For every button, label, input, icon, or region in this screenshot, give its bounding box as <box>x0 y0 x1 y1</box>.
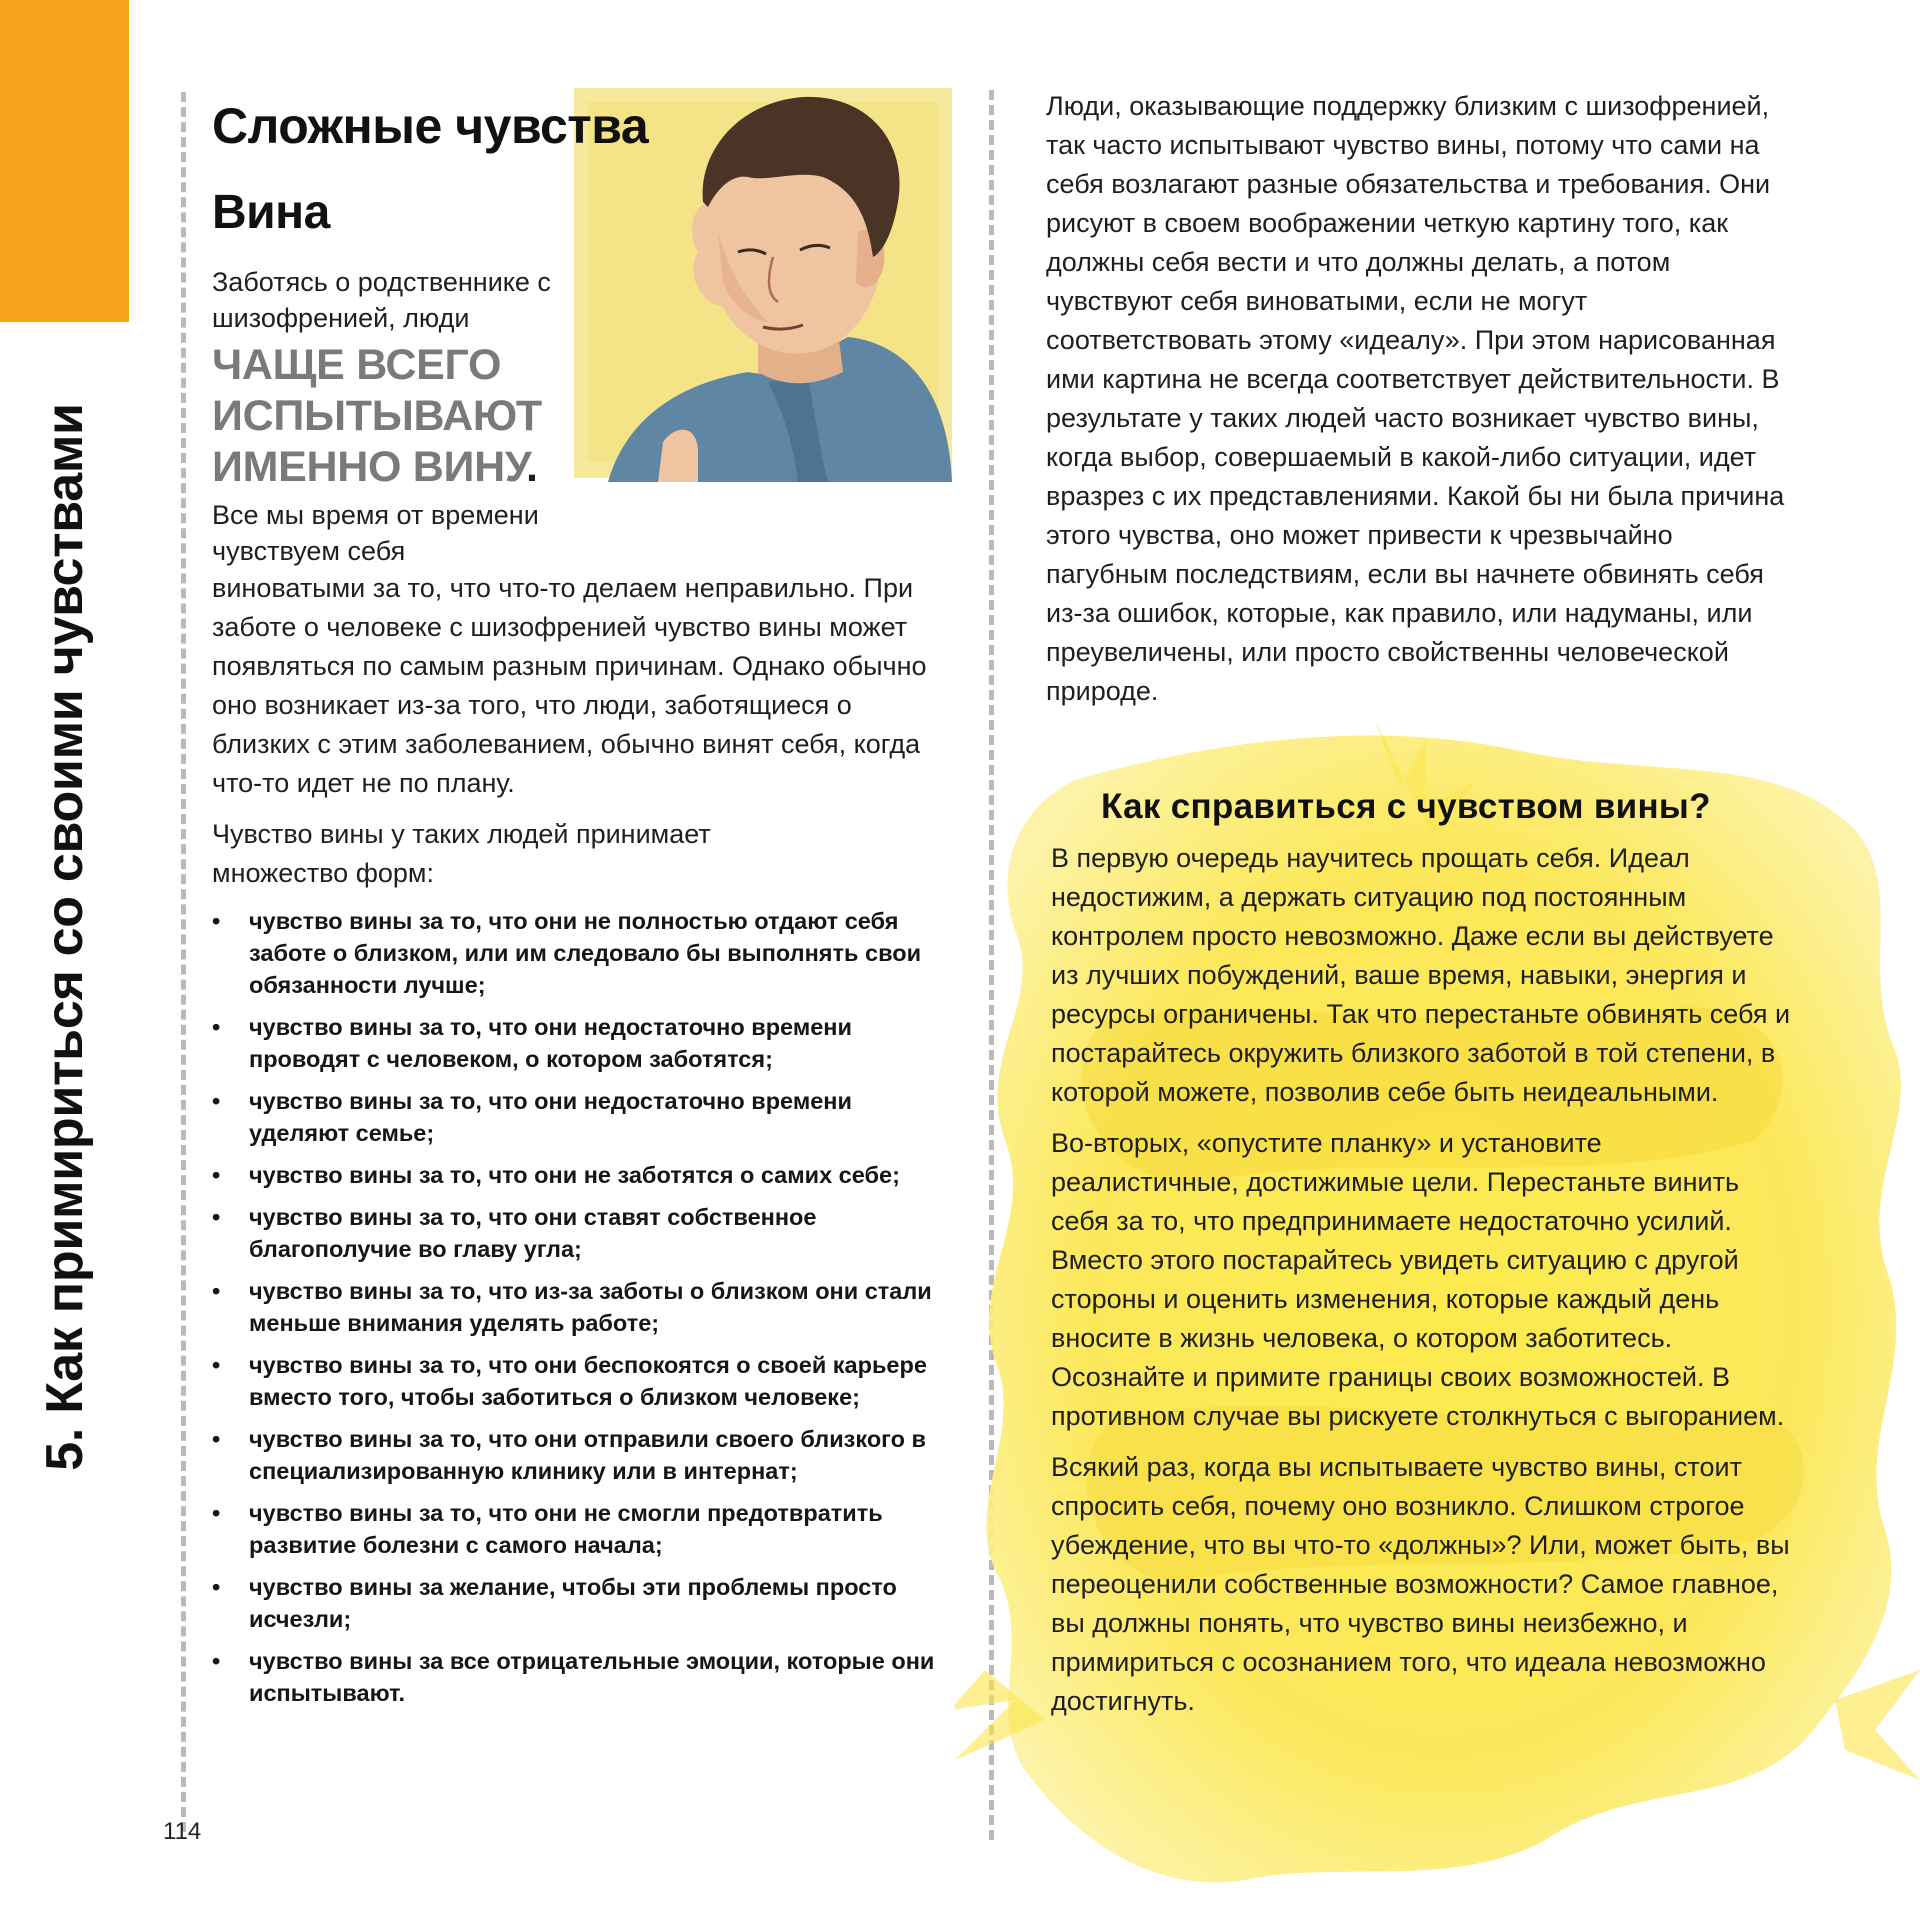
intro-continuation-narrow: Все мы время от времени чувствуем себя <box>212 500 539 566</box>
intro-highlight <box>212 340 572 493</box>
chapter-title-area <box>0 322 129 1552</box>
section-heading: Сложные чувства <box>212 98 649 154</box>
right-paragraph: Люди, оказывающие поддержку близким с шизофренией, так часто испытывают чувство вины, потому что сами на себя возлагают разные обязательства и требования. Они рисуют в своем воображении четкую картину того, как должны себя вести и что должны делать, а потом чувствуют себя виноватыми, если не могут соответствовать этому «идеалу». При этом нарисованная ими картина не всегда соответствует действительности. В результате у таких людей часто возникает чувство вины, когда выбор, совершаемый в какой-либо ситуации, идет вразрез с их представлениями. Какой бы ни была причина этого чувства, оно может привести к чрезвычайно пагубным последствиям, если вы начнете обвинять себя из-за ошибок, которые, как правило, или надуманы, или преувеличены, или просто свойственны человеческой природе. <box>1046 91 1785 706</box>
coping-paragraph: Во-вторых, «опустите планку» и установите реалистичные, достижимые цели. Перестаньте винить себя за то, что предпринимаете недостаточно усилий. Вместо этого постарайтесь увидеть ситуацию с другой стороны и оценить изменения, которые каждый день вносите в жизнь человека, о котором заботитесь. Осознайте и примите границы своих возможностей. В противном случае вы рискуете столкнуться с выгоранием. <box>1051 1128 1785 1431</box>
list-item: • чувство вины за то, что они не полностью отдают себя заботе о близком, или им следовало бы выполнять свои обязанности лучше; <box>212 905 952 1001</box>
list-item: • чувство вины за то, что они беспокоятся о своей карьере вместо того, чтобы заботиться о близком человеке; <box>212 1349 952 1413</box>
coping-box <box>1051 785 1791 1721</box>
list-item: • чувство вины за то, что они недостаточно времени проводят с человеком, о котором заботятся; <box>212 1011 952 1075</box>
left-dashed-divider <box>181 92 186 1832</box>
list-item: • чувство вины за то, что они отправили своего близкого в специализированную клинику или в интернат; <box>212 1423 952 1487</box>
intro-highlight-period: . <box>526 443 538 491</box>
list-item: • чувство вины за все отрицательные эмоции, которые они испытывают. <box>212 1645 952 1709</box>
list-item: • чувство вины за желание, чтобы эти проблемы просто исчезли; <box>212 1571 952 1635</box>
left-column <box>212 96 952 1719</box>
list-item: • чувство вины за то, что они не смогли предотвратить развитие болезни с самого начала; <box>212 1497 952 1561</box>
chapter-title: 5. Как примириться со своими чувствами <box>36 403 94 1471</box>
guilt-forms-list <box>212 905 952 1709</box>
chapter-tab <box>0 0 129 322</box>
intro-text: Заботясь о родственнике с шизофренией, люди <box>212 267 551 333</box>
list-item: • чувство вины за то, что они ставят собственное благополучие во главу угла; <box>212 1201 952 1265</box>
coping-heading: Как справиться с чувством вины? <box>1101 787 1711 826</box>
list-item: • чувство вины за то, что из-за заботы о близком они стали меньше внимания уделять работе; <box>212 1275 952 1339</box>
intro-continuation-wide: виноватыми за то, что что-то делаем неправильно. При заботе о человеке с шизофренией чувство вины может появляться по самым разным причинам. Однако обычно оно возникает из-за того, что люди, заботящиеся о близких с этим заболеванием, обычно винят себя, когда что-то идет не по плану. <box>212 573 927 798</box>
coping-paragraph: Всякий раз, когда вы испытываете чувство вины, стоит спросить себя, почему оно возникло. Слишком строгое убеждение, что вы что-то «должны»? Или, может быть, вы переоценили собственные возможности? Самое главное, вы должны понять, что чувство вины неизбежно, и примириться с осознанием того, что идеала невозможно достигнуть. <box>1051 1452 1790 1716</box>
page-number: 114 <box>163 1818 202 1845</box>
forms-intro: Чувство вины у таких людей принимает множество форм: <box>212 819 711 888</box>
intro-block <box>212 264 572 569</box>
list-item: • чувство вины за то, что они недостаточно времени уделяют семье; <box>212 1085 952 1149</box>
intro-highlight-text: ЧАЩЕ ВСЕГО ИСПЫТЫВАЮТ ИМЕННО ВИНУ <box>212 341 542 491</box>
coping-paragraph: В первую очередь научитесь прощать себя. Идеал недостижим, а держать ситуацию под постоянным контролем просто невозможно. Даже если вы действуете из лучших побуждений, ваше время, навыки, энергия и ресурсы ограничены. Так что перестаньте обвинять себя и постарайтесь окружить близкого заботой в той степени, в которой можете, позволив себе быть неидеальными. <box>1051 843 1791 1107</box>
subsection-heading: Вина <box>212 186 330 239</box>
list-item: • чувство вины за то, что они не заботятся о самих себе; <box>212 1159 952 1191</box>
